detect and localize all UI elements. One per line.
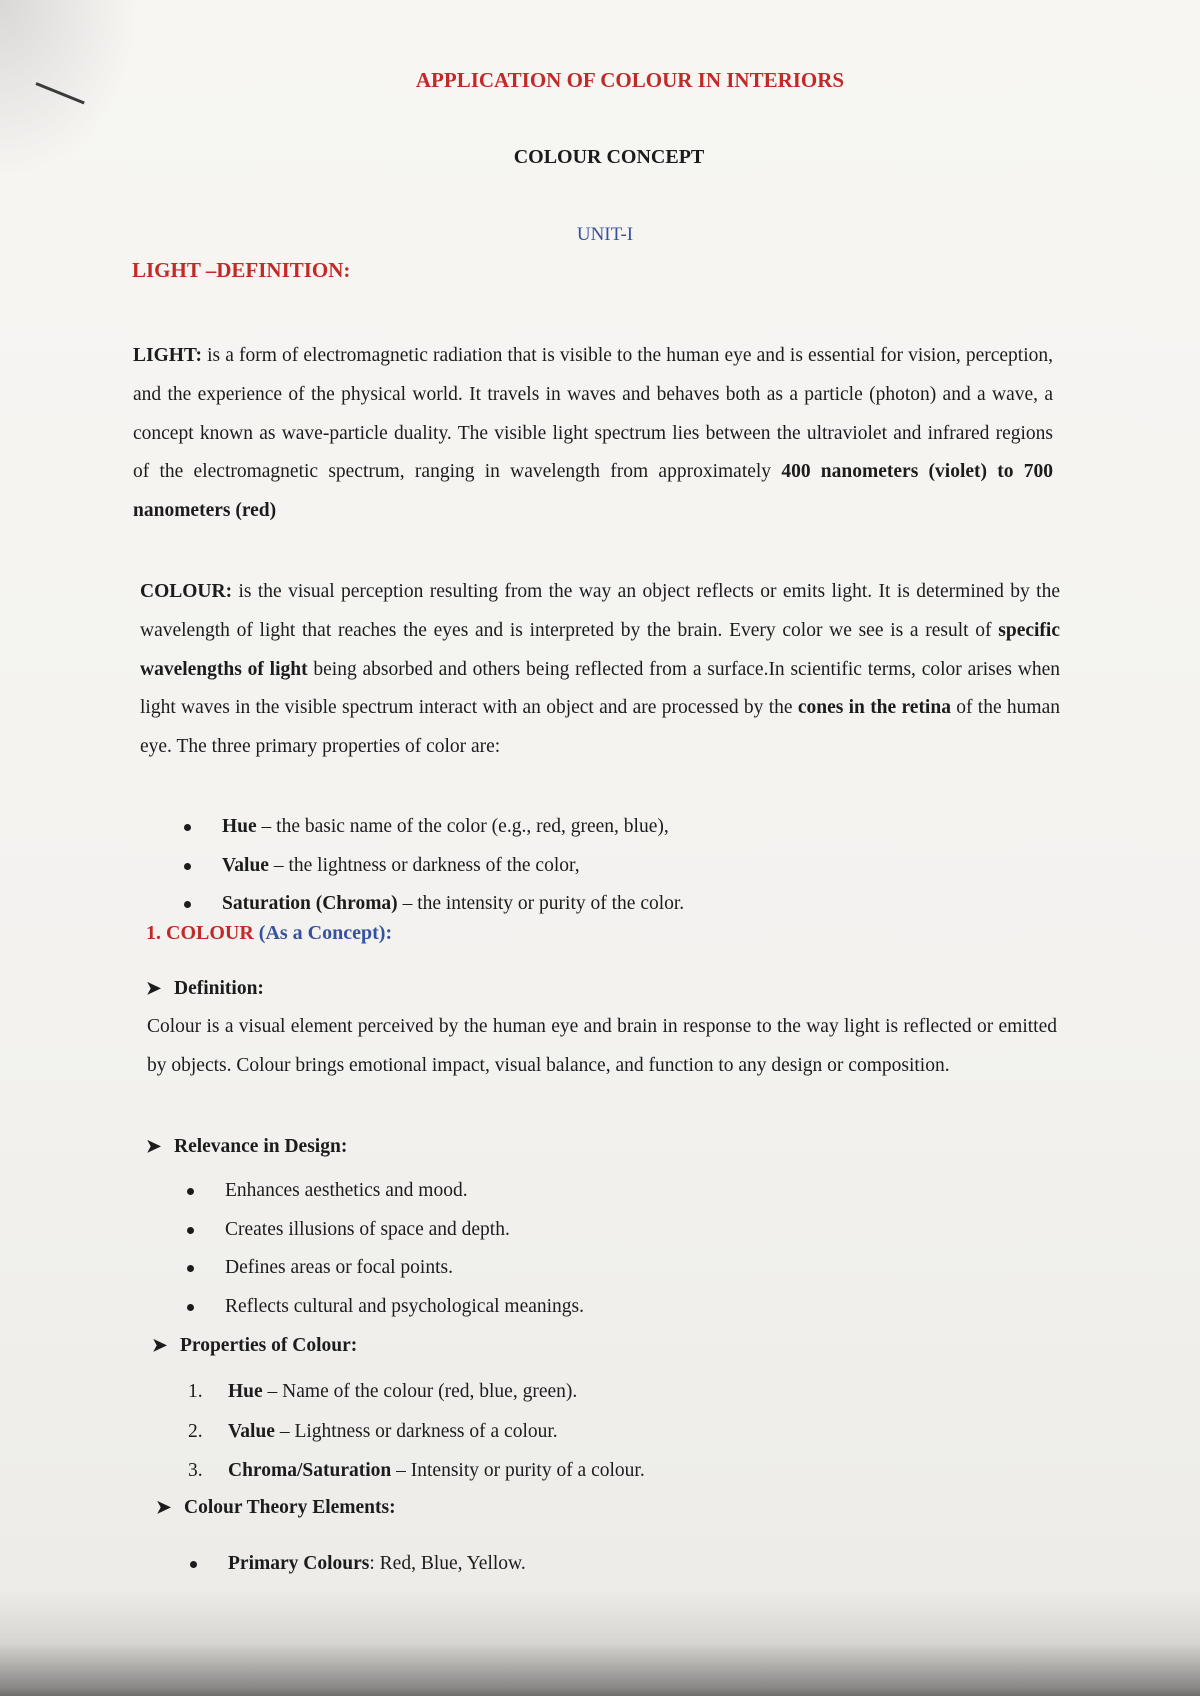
property-desc: – the intensity or purity of the color. (397, 893, 685, 914)
arrow-bullet-icon: ➤ (146, 978, 162, 998)
bullet-icon (187, 1265, 194, 1272)
list-item (188, 1412, 645, 1452)
list-item (163, 1172, 584, 1211)
colour-paragraph (140, 573, 1060, 767)
property-term: Saturation (Chroma) (222, 893, 398, 914)
light-range: 400 nanometers (violet) to 700 nanometers (red) (133, 461, 1053, 522)
list-item (188, 1372, 645, 1412)
colour-bold-wavelengths: specific wavelengths of light (140, 619, 1060, 680)
colour-concept-heading (146, 922, 392, 945)
list-item (163, 1249, 584, 1288)
relevance-list (163, 1172, 584, 1326)
colour-bold-cones: cones in the retina (797, 697, 951, 719)
light-paragraph (133, 337, 1053, 531)
concept-heading-rest: (As a Concept): (253, 922, 393, 944)
property-desc: – the lightness or darkness of the color, (268, 854, 580, 876)
colour-text-2: being absorbed and others being reflected from a surface.In scientific terms, color arises when light waves in the visible spectrum interact with an object and are processed by the (140, 658, 1060, 719)
bullet-icon (184, 863, 191, 870)
theory-desc: : Red, Blue, Yellow. (369, 1553, 526, 1574)
colour-text-3: of the human eye. The three primary properties of color are: (140, 697, 1060, 758)
definition-heading-label: Definition: (174, 978, 264, 999)
list-item (163, 1288, 584, 1327)
document-title: APPLICATION OF COLOUR IN INTERIORS (415, 68, 845, 92)
definition-heading (146, 978, 264, 1000)
list-item (188, 1451, 645, 1491)
document-subtitle: COLOUR CONCEPT (513, 146, 705, 168)
light-text: is a form of electromagnetic radiation that is visible to the human eye and is essential for vision, perception, and the experience of the physical world. It travels in waves and behaves both as a particle (photon) and a wave, a concept known as wave-particle duality. The visible light spectrum lies between the ultraviolet and infrared regions of the electromagnetic spectrum, ranging in wavelength from approximately (133, 345, 1053, 483)
property-term: Chroma/Saturation (228, 1460, 392, 1481)
list-item (166, 1545, 526, 1584)
bullet-icon (187, 1227, 194, 1234)
page-bottom-shadow (0, 1590, 1200, 1696)
properties-heading (152, 1335, 357, 1357)
definition-paragraph: Colour is a visual element perceived by the human eye and brain in response to the way light is reflected or emitted by objects. Colour brings emotional impact, visual balance, and function to any design or composition. (147, 1016, 1057, 1076)
list-item (160, 847, 684, 886)
property-term: Hue (222, 816, 257, 837)
unit-label: UNIT-I (576, 224, 634, 245)
list-item (160, 808, 684, 847)
property-term: Hue (228, 1381, 263, 1402)
color-properties-list (160, 808, 684, 924)
theory-heading-label: Colour Theory Elements: (184, 1497, 396, 1518)
property-desc: – Intensity or purity of a colour. (391, 1460, 645, 1481)
relevance-item: Enhances aesthetics and mood. (225, 1180, 468, 1201)
colour-term: COLOUR: (140, 581, 233, 602)
arrow-bullet-icon: ➤ (146, 1136, 162, 1156)
property-desc: – the basic name of the color (e.g., red, green, blue), (256, 816, 669, 837)
concept-heading-number: 1. COLOUR (146, 922, 254, 944)
bullet-icon (190, 1561, 197, 1568)
property-desc: – Name of the colour (red, blue, green). (262, 1381, 578, 1402)
bullet-icon (187, 1188, 194, 1195)
properties-numbered-list (188, 1372, 645, 1491)
colour-text-1: is the visual perception resulting from the way an object reflects or emits light. It is determined by the wavelength of light that reaches the eyes and is interpreted by the brain. Every color we see is a result of (140, 581, 1060, 641)
property-term: Value (222, 854, 269, 876)
relevance-item: Defines areas or focal points. (225, 1257, 453, 1278)
relevance-heading (146, 1136, 347, 1158)
light-definition-heading: LIGHT –DEFINITION: (132, 258, 351, 282)
item-number: 3. (188, 1460, 203, 1481)
theory-term: Primary Colours (228, 1553, 370, 1574)
bullet-icon (187, 1304, 194, 1311)
property-desc: – Lightness or darkness of a colour. (274, 1420, 558, 1442)
bullet-icon (184, 824, 191, 831)
arrow-bullet-icon: ➤ (152, 1335, 168, 1355)
arrow-bullet-icon: ➤ (156, 1497, 172, 1517)
item-number: 2. (188, 1420, 203, 1442)
theory-heading (156, 1497, 396, 1519)
list-item (163, 1211, 584, 1250)
properties-heading-label: Properties of Colour: (180, 1335, 358, 1356)
light-term: LIGHT: (133, 345, 202, 366)
property-term: Value (228, 1420, 275, 1442)
relevance-item: Creates illusions of space and depth. (225, 1218, 510, 1240)
list-item (160, 885, 684, 924)
theory-elements-list (166, 1545, 526, 1584)
bullet-icon (184, 901, 191, 908)
item-number: 1. (188, 1381, 203, 1402)
relevance-heading-label: Relevance in Design: (174, 1136, 348, 1157)
relevance-item: Reflects cultural and psychological meanings. (225, 1295, 585, 1317)
